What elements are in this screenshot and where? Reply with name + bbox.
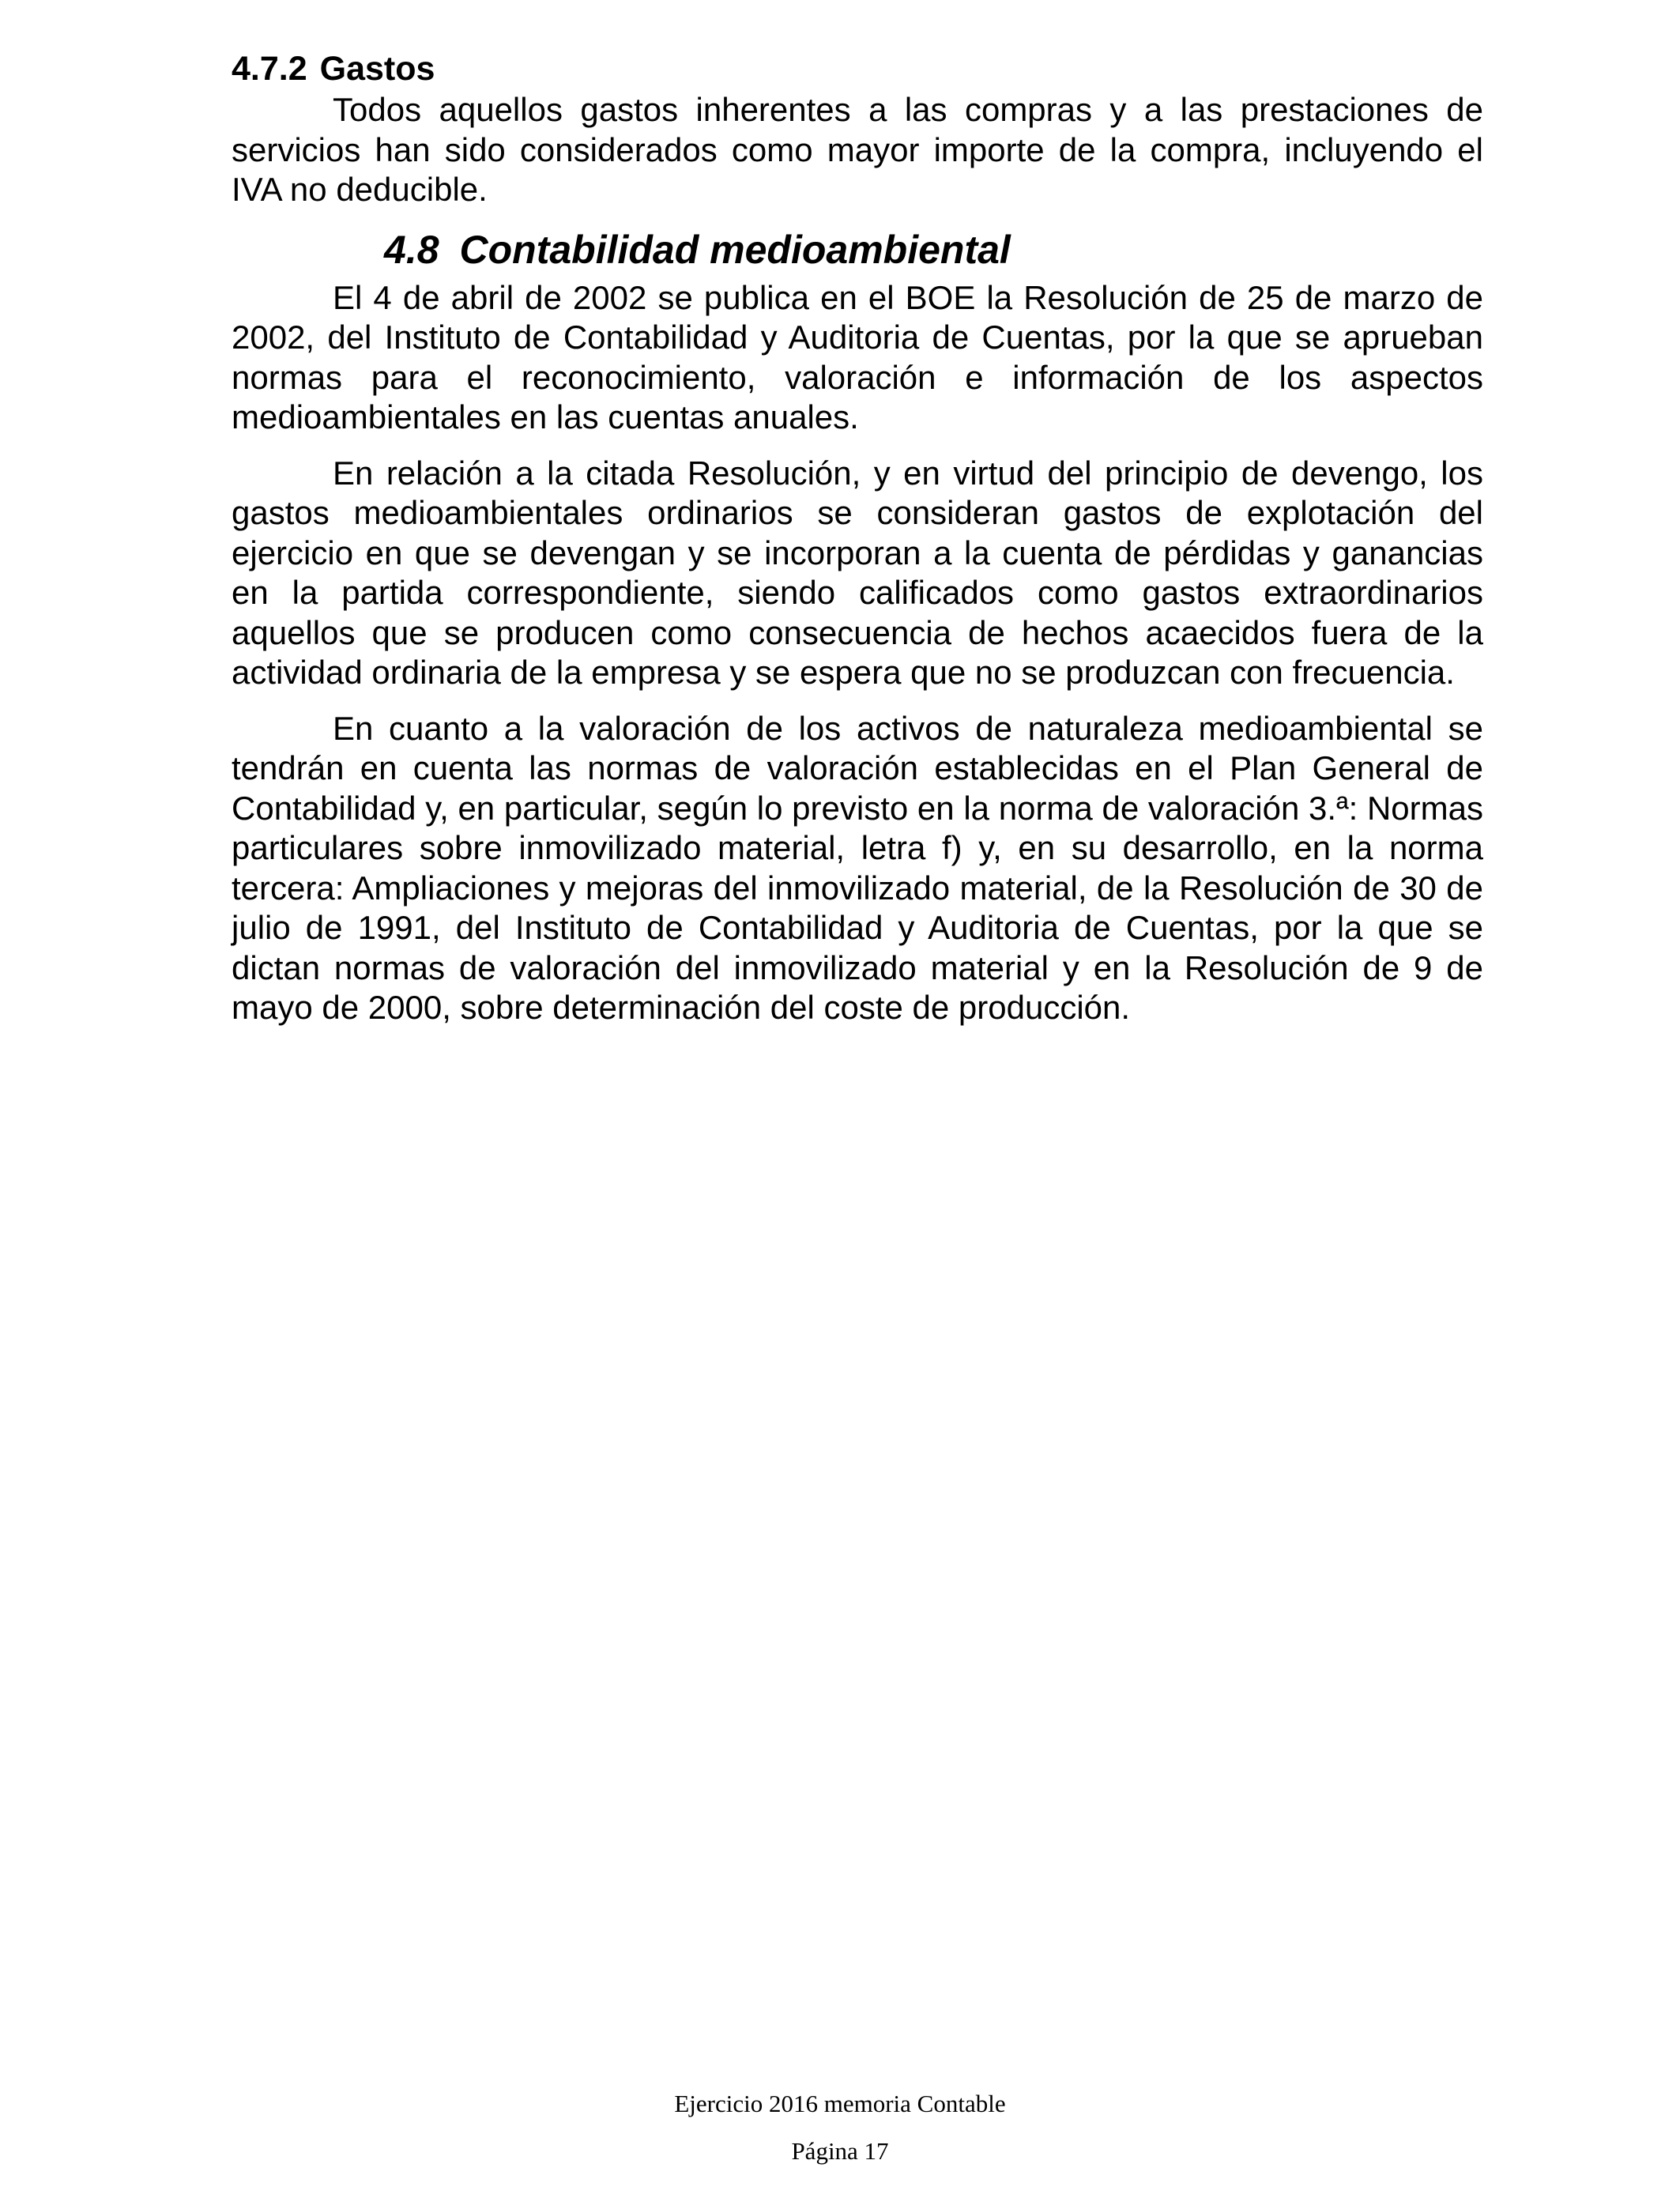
section-heading-gastos: [232, 49, 1483, 89]
section-title: Gastos: [319, 50, 435, 88]
section-number: 4.8: [384, 227, 439, 272]
paragraph-valoracion-activos: En cuanto a la valoración de los activos de naturaleza medioambiental se tendrán en cuenta las normas de valoración establecidas en el Plan General de Contabilidad y, en particular, según lo previsto en la norma de valoración 3.ª: Normas particulares sobre inmovilizado material, letra f) y, en su desarrollo, en la norma tercera: Ampliaciones y mejoras del inmovilizado material, de la Resolución de 30 de julio de 1991, del Instituto de Contabilidad y Auditoria de Cuentas, por la que se dictan normas de valoración del inmovilizado material y en la Resolución de 9 de mayo de 2000, sobre determinación del coste de producción.: [232, 709, 1483, 1026]
section-number: 4.7.2: [232, 50, 307, 88]
footer-page-number: Página 17: [791, 2137, 889, 2165]
paragraph-resolucion-boe: El 4 de abril de 2002 se publica en el BOE la Resolución de 25 de marzo de 2002, del Instituto de Contabilidad y Auditoria de Cuentas, por la que se aprueban normas para el reconocimiento, valoración e información de los aspectos medioambientales en las cuentas anuales.: [232, 278, 1483, 435]
section-title: Contabilidad medioambiental: [459, 227, 1011, 272]
section-heading-contabilidad-medioambiental: [384, 226, 1483, 273]
paragraph-gastos-medioambientales: En relación a la citada Resolución, y en virtud del principio de devengo, los gastos medioambientales ordinarios se consideran gastos de explotación del ejercicio en que se devengan y se incorporan a la cuenta de pérdidas y ganancias en la partida correspondiente, siendo calificados como gastos extraordinarios aquellos que se producen como consecuencia de hechos acaecidos fuera de la actividad ordinaria de la empresa y se espera que no se produzcan con frecuencia.: [232, 454, 1483, 691]
paragraph-gastos: Todos aquellos gastos inherentes a las compras y a las prestaciones de servicios han sido considerados como mayor importe de la compra, incluyendo el IVA no deducible.: [232, 91, 1483, 208]
footer-document-title: Ejercicio 2016 memoria Contable: [674, 2090, 1006, 2117]
page-body: [232, 49, 1483, 1044]
